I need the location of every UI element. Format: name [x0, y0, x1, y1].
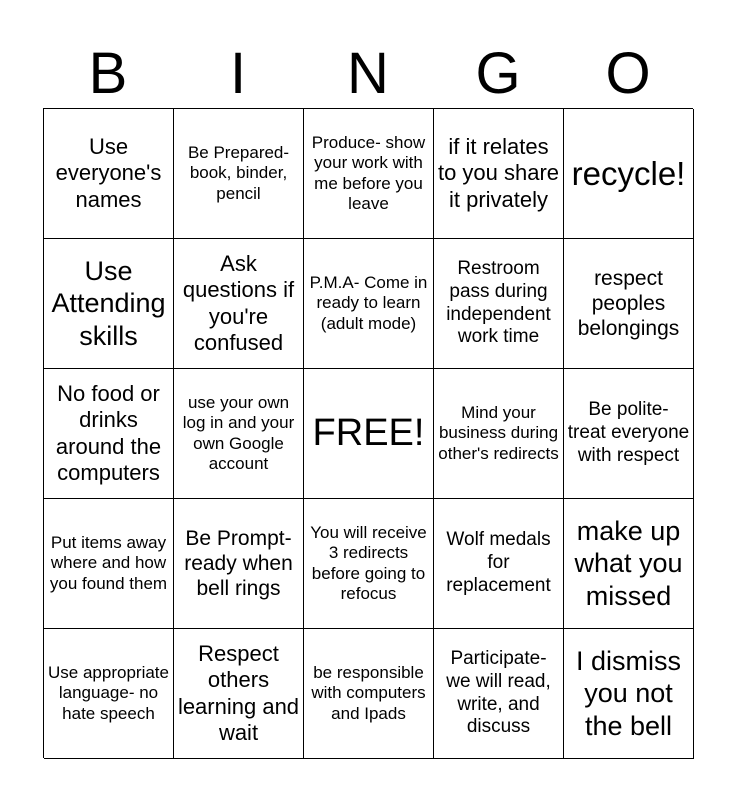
bingo-cell[interactable]: Use everyone's names — [44, 109, 174, 239]
bingo-cell[interactable]: Participate- we will read, write, and discuss — [434, 629, 564, 759]
bingo-cell[interactable]: respect peoples belongings — [564, 239, 694, 369]
bingo-cell[interactable]: be responsible with computers and Ipads — [304, 629, 434, 759]
bingo-cell[interactable]: Wolf medals for replacement — [434, 499, 564, 629]
bingo-cell[interactable]: Restroom pass during independent work time — [434, 239, 564, 369]
bingo-cell[interactable]: P.M.A- Come in ready to learn (adult mode) — [304, 239, 434, 369]
bingo-cell[interactable]: if it relates to you share it privately — [434, 109, 564, 239]
bingo-cell[interactable]: Put items away where and how you found them — [44, 499, 174, 629]
header-letter-n: N — [347, 41, 389, 106]
bingo-cell[interactable]: You will receive 3 redirects before going to refocus — [304, 499, 434, 629]
header-letter-g: G — [475, 41, 521, 106]
header-letter-i: I — [229, 41, 247, 106]
header-letter-b: B — [88, 41, 128, 106]
bingo-cell[interactable]: Respect others learning and wait — [174, 629, 304, 759]
bingo-cell[interactable]: Be Prompt- ready when bell rings — [174, 499, 304, 629]
bingo-cell[interactable]: Be polite- treat everyone with respect — [564, 369, 694, 499]
bingo-cell[interactable]: Produce- show your work with me before you leave — [304, 109, 434, 239]
bingo-free-cell[interactable]: FREE! — [304, 369, 434, 499]
bingo-cell[interactable]: Be Prepared- book, binder, pencil — [174, 109, 304, 239]
bingo-cell[interactable]: I dismiss you not the bell — [564, 629, 694, 759]
bingo-cell[interactable]: use your own log in and your own Google account — [174, 369, 304, 499]
bingo-grid — [43, 108, 693, 758]
bingo-cell[interactable]: Use Attending skills — [44, 239, 174, 369]
header-letter-o: O — [605, 41, 651, 106]
bingo-cell[interactable]: Mind your business during other's redirects — [434, 369, 564, 499]
bingo-cell[interactable]: recycle! — [564, 109, 694, 239]
bingo-cell[interactable]: Use appropriate language- no hate speech — [44, 629, 174, 759]
bingo-header — [43, 40, 693, 108]
bingo-cell[interactable]: Ask questions if you're confused — [174, 239, 304, 369]
bingo-cell[interactable]: make up what you missed — [564, 499, 694, 629]
bingo-cell[interactable]: No food or drinks around the computers — [44, 369, 174, 499]
